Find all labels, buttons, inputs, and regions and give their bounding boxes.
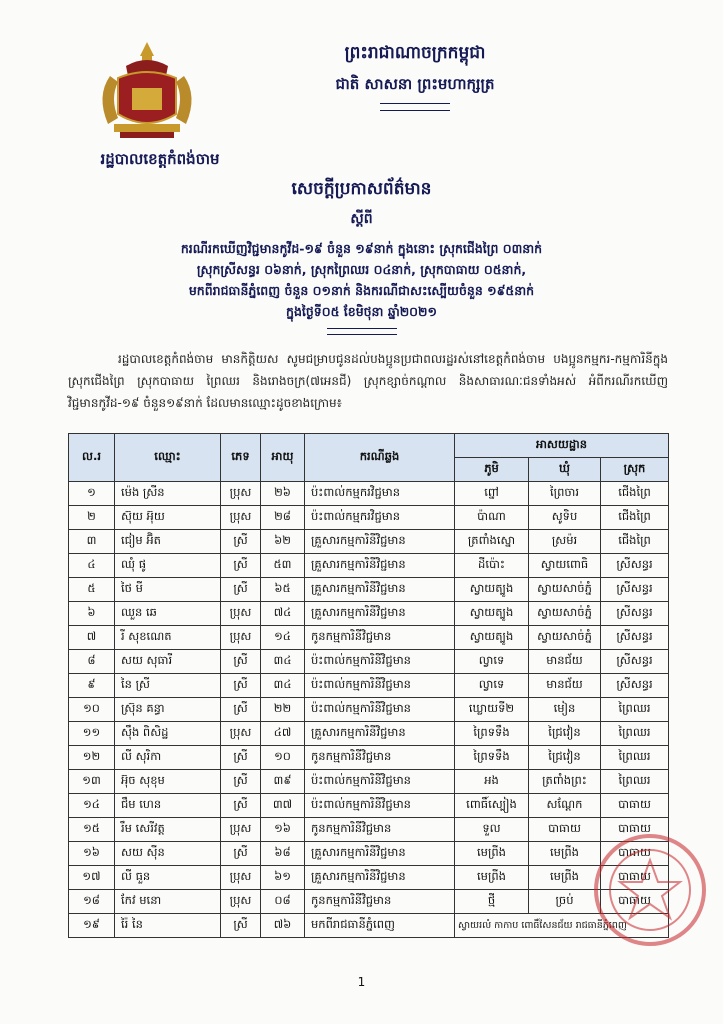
cell-village: ស្វាយត្បូង <box>455 578 529 602</box>
col-commune: ឃុំ <box>529 458 601 482</box>
cell-case: គ្រួសារកម្មការិនីវិជ្ជមាន <box>305 530 455 554</box>
cell-age: ៣៩ <box>261 770 305 794</box>
divider-ornament <box>327 328 397 335</box>
cell-commune: ស្វាយពោធិ <box>529 554 601 578</box>
kingdom-line2: ជាតិ សាសនា ព្រះមហាក្សត្រ <box>335 75 495 93</box>
cell-sex: ស្រី <box>221 530 261 554</box>
cell-commune: ព្រៃចារ <box>529 482 601 506</box>
cell-village: ស្វាយត្បូង <box>455 602 529 626</box>
table-row <box>69 770 669 794</box>
cell-no: ១៣ <box>69 770 115 794</box>
table-row <box>69 554 669 578</box>
cell-sex: ប្រុស <box>221 818 261 842</box>
title-line1: សេចក្តីប្រកាសព័ត៌មាន <box>291 179 432 199</box>
cell-commune: ច្រប់ <box>529 890 601 914</box>
cell-district: ស្រីសន្ធរ <box>601 674 669 698</box>
cell-case: ប៉ះពាល់កម្មការិនីវិជ្ជមាន <box>305 674 455 698</box>
cell-case: គ្រួសារកម្មការិនីវិជ្ជមាន <box>305 842 455 866</box>
table-row <box>69 530 669 554</box>
cell-age: ២៨ <box>261 506 305 530</box>
cell-no: ១២ <box>69 746 115 770</box>
cell-sex: ប្រុស <box>221 506 261 530</box>
cell-district: ព្រៃឈរ <box>601 698 669 722</box>
cell-commune: ស្វាយសាច់ភ្នំ <box>529 578 601 602</box>
royal-arms-emblem-icon <box>88 36 206 154</box>
cell-age: ២៦ <box>261 482 305 506</box>
cell-commune: មានជ័យ <box>529 674 601 698</box>
cell-village: ព្រៃទទឹង <box>455 746 529 770</box>
cell-name: រី សុខណេត <box>115 626 221 650</box>
cell-name: ឈួន ឆេ <box>115 602 221 626</box>
table-row <box>69 602 669 626</box>
cell-age: ៣៤ <box>261 650 305 674</box>
cell-case: គ្រួសារកម្មការិនីវិជ្ជមាន <box>305 722 455 746</box>
cell-no: ១ <box>69 482 115 506</box>
col-age: អាយុ <box>261 434 305 482</box>
page-number: 1 <box>357 975 366 989</box>
cell-village: ទួល <box>455 818 529 842</box>
cell-age: ៦៨ <box>261 842 305 866</box>
cell-case: ប៉ះពាល់កម្មការិនីវិជ្ជមាន <box>305 698 455 722</box>
cell-district: ព្រៃឈរ <box>601 770 669 794</box>
cell-case: គ្រួសារកម្មការិនីវិជ្ជមាន <box>305 578 455 602</box>
cell-name: ថៃ មី <box>115 578 221 602</box>
cell-sex: ប្រុស <box>221 866 261 890</box>
cell-sex: ប្រុស <box>221 602 261 626</box>
cell-age: ១០ <box>261 746 305 770</box>
cell-village: ព្នៅ <box>455 482 529 506</box>
cell-commune: បាធាយ <box>529 818 601 842</box>
cell-no: ៨ <box>69 650 115 674</box>
cell-name: អ៊ុច សុខុម <box>115 770 221 794</box>
table-row <box>69 650 669 674</box>
table-row <box>69 818 669 842</box>
cell-sex: ស្រី <box>221 794 261 818</box>
table-row <box>69 890 669 914</box>
cell-case: កូនកម្មការិនីវិជ្ជមាន <box>305 746 455 770</box>
cell-case: គ្រួសារកម្មការិនីវិជ្ជមាន <box>305 554 455 578</box>
cell-name: ជឹម ហេន <box>115 794 221 818</box>
cell-district: បាធាយ <box>601 818 669 842</box>
kingdom-line1: ព្រះរាជាណាចក្រកម្ពុជា <box>344 43 486 63</box>
cell-village: អង <box>455 770 529 794</box>
cell-name: ស៊ុយ អ៊ុយ <box>115 506 221 530</box>
cell-sex: ប្រុស <box>221 626 261 650</box>
cell-age: ៧៦ <box>261 914 305 938</box>
cell-age: ១៦ <box>261 818 305 842</box>
cell-sex: ស្រី <box>221 842 261 866</box>
cell-no: ១៧ <box>69 866 115 890</box>
cell-district: ជើងព្រៃ <box>601 482 669 506</box>
cell-sex: ស្រី <box>221 914 261 938</box>
cell-commune: មានជ័យ <box>529 650 601 674</box>
cell-no: ៤ <box>69 554 115 578</box>
cell-district: ស្រីសន្ធរ <box>601 602 669 626</box>
department-name: រដ្ឋបាលខេត្តកំពង់ចាម <box>100 150 220 168</box>
cell-district: ជើងព្រៃ <box>601 506 669 530</box>
col-sex: ភេទ <box>221 434 261 482</box>
cell-commune: ស្វាយសាច់ភ្នំ <box>529 626 601 650</box>
cell-district: ព្រៃឈរ <box>601 722 669 746</box>
cell-sex: ស្រី <box>221 746 261 770</box>
cell-district: បាធាយ <box>601 890 669 914</box>
cell-name: កែវ មនោ <box>115 890 221 914</box>
cell-age: ៤៧ <box>261 722 305 746</box>
table-row <box>69 626 669 650</box>
cell-case: កូនកម្មការិនីវិជ្ជមាន <box>305 890 455 914</box>
title-line3: ករណីរកឃើញវិជ្ជមានកូវីដ-១៩ ចំនួន ១៩នាក់ ក្នុងនោះ ស្រុកជើងព្រៃ ០៣នាក់ <box>180 241 543 256</box>
cell-village: ថ្មី <box>455 890 529 914</box>
cell-commune: មេព្រីង <box>529 842 601 866</box>
kingdom-heading <box>250 42 580 111</box>
cell-age: ៦២ <box>261 530 305 554</box>
cell-sex: ប្រុស <box>221 722 261 746</box>
cell-sex: ស្រី <box>221 650 261 674</box>
cell-village: ពោធិ៍ស្បៀង <box>455 794 529 818</box>
col-name: ឈ្មោះ <box>115 434 221 482</box>
cell-age: ០៨ <box>261 890 305 914</box>
cell-village: ប៉ាណា <box>455 506 529 530</box>
table-row <box>69 722 669 746</box>
cell-district: ស្រីសន្ធរ <box>601 578 669 602</box>
cell-district: បាធាយ <box>601 842 669 866</box>
cell-sex: ប្រុស <box>221 482 261 506</box>
cell-no: ១៤ <box>69 794 115 818</box>
cell-village: មេព្រីង <box>455 866 529 890</box>
cell-age: ៧៤ <box>261 602 305 626</box>
cell-district: ស្រីសន្ធរ <box>601 554 669 578</box>
cell-commune: មេព្រីង <box>529 866 601 890</box>
cell-commune: ស្រម៉រ <box>529 530 601 554</box>
title-line6: ក្នុងថ្ងៃទី០៥ ខែមិថុនា ឆ្នាំ២០២១ <box>286 304 437 319</box>
cell-district: បាធាយ <box>601 866 669 890</box>
cell-commune: សូទិប <box>529 506 601 530</box>
cell-name: រ៉ៃ នៃ <box>115 914 221 938</box>
cell-name: ម៉េង ស្រីន <box>115 482 221 506</box>
cell-case: មកពីរាជធានីភ្នំពេញ <box>305 914 455 938</box>
cell-case: កូនកម្មការិនីវិជ្ជមាន <box>305 626 455 650</box>
cell-name: លី សុរិកា <box>115 746 221 770</box>
cell-no: ១៩ <box>69 914 115 938</box>
cell-sex: ស្រី <box>221 770 261 794</box>
col-no: ល.រ <box>69 434 115 482</box>
announcement-title <box>60 178 663 335</box>
col-village: ភូមិ <box>455 458 529 482</box>
cell-village: ព្រៃទទឹង <box>455 722 529 746</box>
cell-name: ស៊ឹង ពិសិដ្ឋ <box>115 722 221 746</box>
cell-district: ស្រីសន្ធរ <box>601 650 669 674</box>
cell-no: ៧ <box>69 626 115 650</box>
cell-name: ស្រ៊ុន គន្ធា <box>115 698 221 722</box>
cell-sex: ស្រី <box>221 698 261 722</box>
col-address: អាសយដ្ឋាន <box>455 434 669 458</box>
cell-case: ប៉ះពាល់កម្មករវិជ្ជមាន <box>305 506 455 530</box>
cell-name: ឈុំ ផូ <box>115 554 221 578</box>
cell-no: ១០ <box>69 698 115 722</box>
cell-sex: ស្រី <box>221 554 261 578</box>
cell-case: គ្រួសារកម្មការិនីវិជ្ជមាន <box>305 602 455 626</box>
cell-name: លី ធួន <box>115 866 221 890</box>
cell-age: ៥៣ <box>261 554 305 578</box>
cell-name: សយ សុធារី <box>115 650 221 674</box>
intro-paragraph: រដ្ឋបាលខេត្តកំពង់ចាម មានកិត្តិយស សូមជម្រាបជូនដល់បងប្អូនប្រជាពលរដ្ឋរស់នៅខេត្តកំពង់ចាម បងប្អូនកម្មករ-កម្មការិនីក្នុងស្រុកជើងព្រៃ ស្រុកបាធាយ ព្រៃឈរ និងរោងចក្រ(៧អេនជី) ស្រុកខ្សាច់កណ្តាល និងសាធារណៈជនទាំងអស់ អំពីករណីរកឃើញវិជ្ជមានកូវីដ-១៩ ចំនួន១៩នាក់ ដែលមានឈ្មោះដូចខាងក្រោម៖ <box>68 352 668 410</box>
cell-no: ១៨ <box>69 890 115 914</box>
table-header-row <box>69 434 669 458</box>
cell-sex: ស្រី <box>221 674 261 698</box>
cell-no: ១៥ <box>69 818 115 842</box>
table-row <box>69 482 669 506</box>
cell-no: ១៦ <box>69 842 115 866</box>
title-line5: មកពីរាជធានីភ្នំពេញ ចំនួន ០១នាក់ និងករណីជាសះស្បើយចំនួន ១៩៥នាក់ <box>188 283 535 298</box>
cell-commune: មៀន <box>529 698 601 722</box>
cell-case: ប៉ះពាល់កម្មការិនីវិជ្ជមាន <box>305 770 455 794</box>
cell-name: សយ ស៊ីន <box>115 842 221 866</box>
cell-village: ឃ្លោយទី២ <box>455 698 529 722</box>
cell-case: ប៉ះពាល់កម្មការិនីវិជ្ជមាន <box>305 650 455 674</box>
table-row <box>69 746 669 770</box>
cell-case: ប៉ះពាល់កម្មករវិជ្ជមាន <box>305 482 455 506</box>
cell-no: ៥ <box>69 578 115 602</box>
title-body <box>60 238 663 322</box>
table-row <box>69 674 669 698</box>
cell-village: ស្វាយត្បូង <box>455 626 529 650</box>
cell-village: ត្រពាំងស្នោ <box>455 530 529 554</box>
table-row <box>69 698 669 722</box>
cell-no: ៦ <box>69 602 115 626</box>
cell-village: ដីប៉ោះ <box>455 554 529 578</box>
cell-no: ៩ <box>69 674 115 698</box>
cell-district: បាធាយ <box>601 794 669 818</box>
cell-case: កូនកម្មការិនីវិជ្ជមាន <box>305 818 455 842</box>
cell-age: ១៤ <box>261 626 305 650</box>
table-row <box>69 866 669 890</box>
cell-address-full: ស្វាយរលំ កាកាប ពោធិ៍សែនជ័យ រាជធានីភ្នំពេញ <box>455 914 669 938</box>
cell-commune: ជ្រៃវៀន <box>529 746 601 770</box>
cell-commune: សណ្តែក <box>529 794 601 818</box>
cell-case: គ្រួសារកម្មការិនីវិជ្ជមាន <box>305 866 455 890</box>
cell-commune: ជ្រៃវៀន <box>529 722 601 746</box>
cell-village: មេព្រីង <box>455 842 529 866</box>
cell-age: ៦១ <box>261 866 305 890</box>
divider-ornament <box>380 103 450 111</box>
title-line4: ស្រុកស្រីសន្ធរ ០៦នាក់, ស្រុកព្រៃឈរ ០៤នាក់, ស្រុកបាធាយ ០៥នាក់, <box>196 262 527 277</box>
cell-district: ស្រីសន្ធរ <box>601 626 669 650</box>
cell-case: ប៉ះពាល់កម្មការិនីវិជ្ជមាន <box>305 794 455 818</box>
cell-commune: ត្រពាំងព្រះ <box>529 770 601 794</box>
cell-commune: ស្វាយសាច់ភ្នំ <box>529 602 601 626</box>
cell-name: នៃ ស្រី <box>115 674 221 698</box>
table-row <box>69 578 669 602</box>
official-seal-icon <box>590 830 710 950</box>
cases-table <box>68 433 669 938</box>
col-case: ករណីឆ្លង <box>305 434 455 482</box>
cell-age: ៣៧ <box>261 794 305 818</box>
cell-village: ល្វាទេ <box>455 650 529 674</box>
title-line2: ស្តីពី <box>350 211 373 227</box>
table-row <box>69 506 669 530</box>
cell-sex: ស្រី <box>221 578 261 602</box>
cell-no: ២ <box>69 506 115 530</box>
cell-name: ជៀម អ៊ិត <box>115 530 221 554</box>
cell-village: ល្វាទេ <box>455 674 529 698</box>
cell-no: ៣ <box>69 530 115 554</box>
cell-no: ១១ <box>69 722 115 746</box>
col-district: ស្រុក <box>601 458 669 482</box>
cell-age: ៣៤ <box>261 674 305 698</box>
cell-district: ព្រៃឈរ <box>601 746 669 770</box>
cell-sex: ប្រុស <box>221 890 261 914</box>
cell-age: ២២ <box>261 698 305 722</box>
cell-district: ជើងព្រៃ <box>601 530 669 554</box>
table-row <box>69 914 669 938</box>
table-row <box>69 794 669 818</box>
table-row <box>69 842 669 866</box>
cell-name: រឹម សេរីវត្ត <box>115 818 221 842</box>
cell-age: ៦៥ <box>261 578 305 602</box>
